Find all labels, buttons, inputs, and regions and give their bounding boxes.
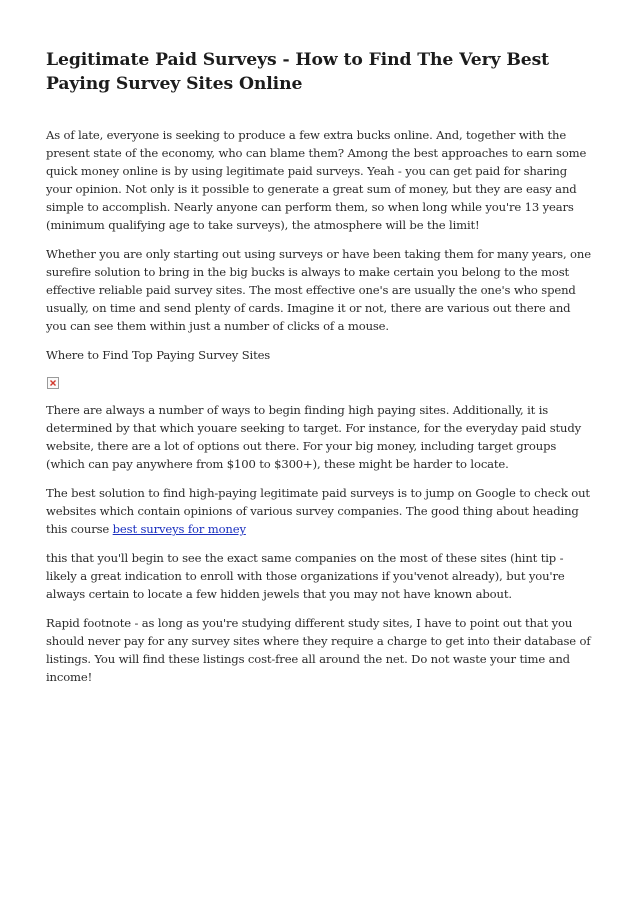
broken-image-icon: [47, 377, 59, 389]
article-title: Legitimate Paid Surveys - How to Find The Very Best Paying Survey Sites Online: [46, 50, 549, 94]
paragraph-reliable-sites: Whether you are only starting out using surveys or have been taking them for many years, one surefire solution to bring in the big bucks is always to make certain you belong to the most effective reliable paid survey sites. The most effective one's are usually the one's who spend usually, on time and send plenty of cards. Imagine it or not, there are various out there and you can see them within just a number of clicks of a mouse.: [46, 247, 591, 334]
best-surveys-link[interactable]: best surveys for money: [112, 522, 246, 537]
paragraph-ways-to-find: There are always a number of ways to begin finding high paying sites. Additionally, it is determined by that which youare seeking to target. For instance, for the everyday paid study website, there are a lot of options out there. For your big money, including target groups (which can pay anywhere from $100 to $300+), these might be harder to locate.: [46, 403, 581, 472]
section-heading-where-to-find: Where to Find Top Paying Survey Sites: [46, 348, 271, 363]
document-page: [46, 48, 594, 686]
paragraph-best-solution: [46, 484, 594, 538]
paragraph-intro: As of late, everyone is seeking to produce a few extra bucks online. And, together with the present state of the economy, who can blame them? Among the best approaches to earn some quick money online is by using legitimate paid surveys. Yeah - you can get paid for sharing your opinion. Not only is it possible to generate a great sum of money, but they are easy and simple to accomplish. Nearly anyone can perform them, so when long while you're 13 years (minimum qualifying age to take surveys), the atmosphere will be the limit!: [46, 128, 587, 233]
paragraph-same-companies: this that you'll begin to see the exact same companies on the most of these sites (hint tip - likely a great indication to enroll with those organizations if you'venot already), but you're always certain to locate a few hidden jewels that you may not have known about.: [46, 550, 565, 601]
paragraph-best-solution-text: The best solution to find high-paying legitimate paid surveys is to jump on Google to check out websites which contain opinions of various survey companies. The good thing about heading this course: [46, 486, 590, 537]
paragraph-footnote: Rapid footnote - as long as you're studying different study sites, I have to point out that you should never pay for any survey sites where they require a charge to get into their database of listings. You will find these listings cost-free all around the net. Do not waste your time and income!: [46, 615, 591, 684]
